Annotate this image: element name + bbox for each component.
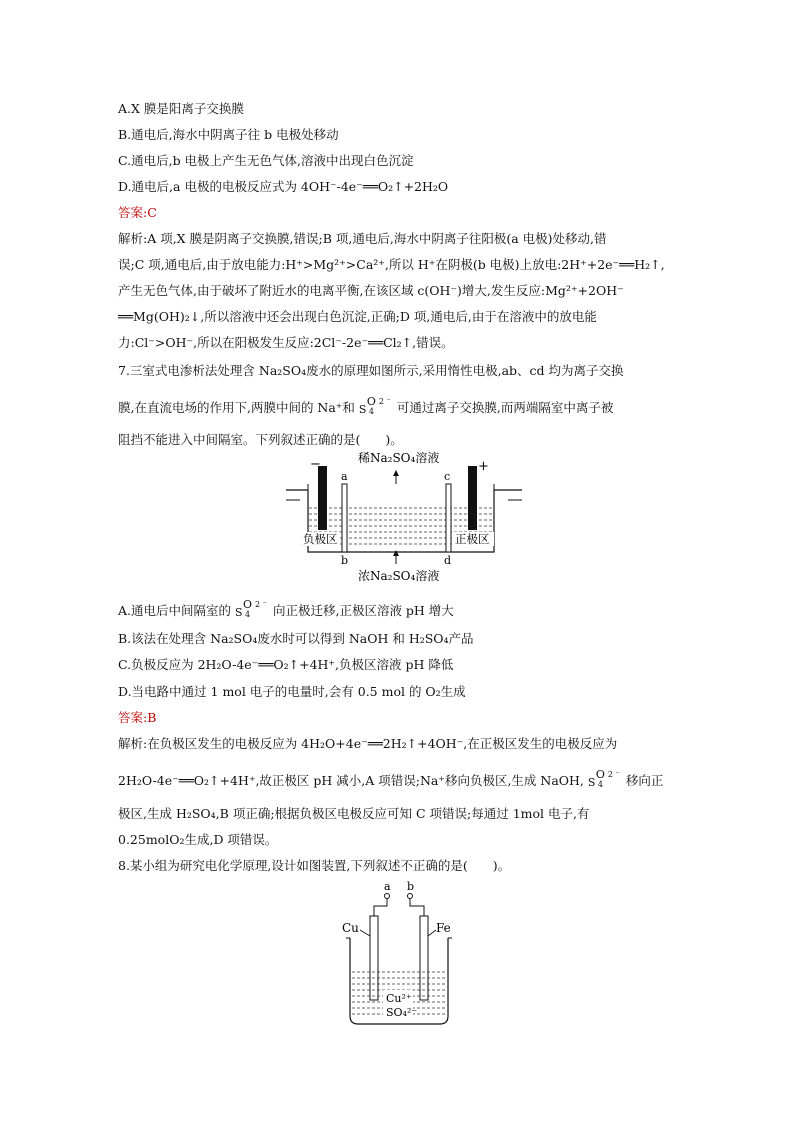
positive-electrode xyxy=(468,466,477,530)
sulfate-ion-symbol: S O 4 2 ⁻ xyxy=(358,395,391,416)
q7-option-d: D.当电路中通过 1 mol 电子的电量时,会有 0.5 mol 的 O₂生成 xyxy=(118,684,466,699)
cu-ion-label: Cu²⁺ xyxy=(386,992,412,1005)
terminal-a-label: a xyxy=(384,880,391,893)
q7-option-c: C.负极反应为 2H₂O-4e⁻══O₂↑+4H⁺,负极区溶液 pH 降低 xyxy=(118,657,454,672)
q7-explanation-line-3: 极区,生成 H₂SO₄,B 项正确;根据负极区电极反应可知 C 项错误;每通过 1mol 电子,有 xyxy=(118,806,590,821)
q7-stem-line-3: 阻挡不能进入中间隔室。下列叙述正确的是( )。 xyxy=(118,432,403,447)
q6-answer: 答案:C xyxy=(118,205,157,220)
cu-electrode xyxy=(370,916,378,1000)
q6-explanation-line-4: ══Mg(OH)₂↓,所以溶液中还会出现白色沉淀,正确;D 项,通电后,由于在溶液中的放电能 xyxy=(118,309,597,324)
membrane-cd xyxy=(446,484,451,552)
terminal-b-label: b xyxy=(407,880,415,893)
positive-zone-label: 正极区 xyxy=(455,532,490,546)
q6-explanation-line-1: 解析:A 项,X 膜是阴离子交换膜,错误;B 项,通电后,海水中阴离子往阳极(a 电极)处移动,错 xyxy=(118,231,607,246)
q6-option-d: D.通电后,a 电极的电极反应式为 4OH⁻-4e⁻══O₂↑+2H₂O xyxy=(118,179,449,194)
q7-option-a xyxy=(118,598,454,619)
fe-label: Fe xyxy=(436,921,451,935)
q7-stem-line-2b: 可通过离子交换膜,而两端隔室中离子被 xyxy=(396,400,614,415)
plus-sign: + xyxy=(478,459,489,474)
q7-stem-line-1: 7.三室式电渗析法处理含 Na₂SO₄废水的原理如图所示,采用惰性电极,ab、cd 均为离子交换 xyxy=(118,363,624,378)
electrolysis-beaker-diagram xyxy=(336,880,454,1030)
membrane-ab xyxy=(342,484,347,552)
dilute-solution-label: 稀Na₂SO₄溶液 xyxy=(358,451,440,465)
terminal-b xyxy=(408,894,413,899)
negative-electrode xyxy=(318,466,327,530)
q8-stem: 8.某小组为研究电化学原理,设计如图装置,下列叙述不正确的是( )。 xyxy=(118,858,511,873)
q7-explanation-line-2a: 2H₂O-4e⁻══O₂↑+4H⁺,故正极区 pH 减小,A 项错误;Na⁺移向负极区,生成 NaOH, xyxy=(118,773,584,788)
q7-explanation-line-4: 0.25molO₂生成,D 项错误。 xyxy=(118,832,278,847)
label-b: b xyxy=(341,554,349,567)
label-a: a xyxy=(341,470,348,483)
cu-label: Cu xyxy=(342,921,359,935)
q6-explanation-line-3: 产生无色气体,由于破坏了附近水的电离平衡,在该区域 c(OH⁻)增大,发生反应:Mg²⁺+2OH⁻ xyxy=(118,283,624,298)
q7-explanation-line-2 xyxy=(118,768,664,789)
q6-option-a: A.X 膜是阳离子交换膜 xyxy=(118,101,244,116)
q7-explanation-line-1: 解析:在负极区发生的电极反应为 4H₂O+4e⁻══2H₂↑+4OH⁻,在正极区发生的电极反应为 xyxy=(118,736,618,751)
sulfate-ion-label: SO₄²⁻ xyxy=(386,1006,418,1019)
q6-option-b: B.通电后,海水中阴离子往 b 电极处移动 xyxy=(118,127,339,142)
q7-option-a-text-2: 向正极迁移,正极区溶液 pH 增大 xyxy=(272,603,454,618)
q6-option-c: C.通电后,b 电极上产生无色气体,溶液中出现白色沉淀 xyxy=(118,153,414,168)
q7-option-a-text-1: A.通电后中间隔室的 xyxy=(118,603,232,618)
q7-option-b: B.该法在处理含 Na₂SO₄废水时可以得到 NaOH 和 H₂SO₄产品 xyxy=(118,631,474,646)
label-c: c xyxy=(444,470,451,483)
electrodialysis-diagram xyxy=(286,448,522,584)
concentrated-solution-label: 浓Na₂SO₄溶液 xyxy=(358,569,440,583)
label-d: d xyxy=(444,554,452,567)
minus-sign: − xyxy=(310,457,321,472)
q6-explanation-line-5: 力:Cl⁻>OH⁻,所以在阳极发生反应:2Cl⁻-2e⁻══Cl₂↑,错误。 xyxy=(118,335,454,350)
negative-zone-label: 负极区 xyxy=(303,532,338,546)
fe-electrode xyxy=(420,916,428,1000)
q7-explanation-line-2b: 移向正 xyxy=(625,773,664,788)
terminal-a xyxy=(385,894,390,899)
sulfate-ion-symbol: S O 4 2 ⁻ xyxy=(235,598,267,619)
q6-explanation-line-2: 误;C 项,通电后,由于放电能力:H⁺>Mg²⁺>Ca²⁺,所以 H⁺在阴极(b 电极)上放电:2H⁺+2e⁻══H₂↑, xyxy=(118,257,665,272)
q7-answer: 答案:B xyxy=(118,710,157,725)
q7-stem-line-2 xyxy=(118,395,614,416)
q7-stem-line-2a: 膜,在直流电场的作用下,两膜中间的 Na⁺和 xyxy=(118,400,355,415)
sulfate-ion-symbol: S O 4 2 ⁻ xyxy=(587,768,620,789)
